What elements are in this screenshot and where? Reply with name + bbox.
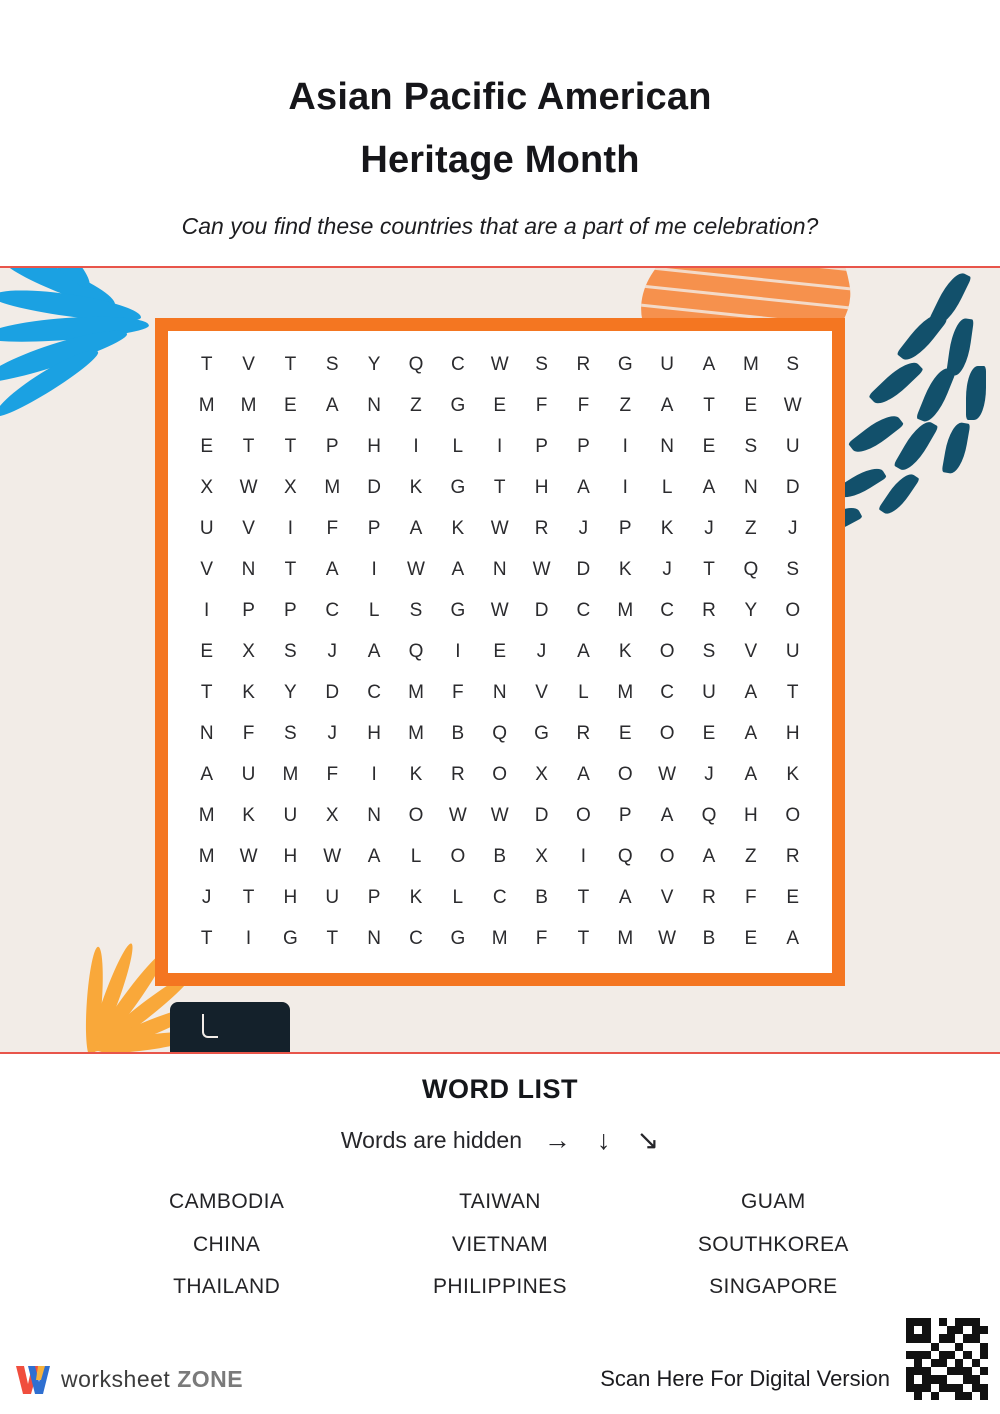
grid-cell[interactable]: I [287, 518, 294, 540]
grid-cell[interactable]: I [371, 559, 378, 581]
grid-cell[interactable]: O [659, 845, 676, 867]
grid-cell[interactable]: T [577, 886, 590, 908]
grid-cell[interactable]: L [368, 600, 380, 622]
grid-cell[interactable]: E [702, 722, 716, 744]
grid-cell[interactable]: E [493, 395, 507, 417]
grid-cell[interactable]: T [703, 559, 716, 581]
grid-cell[interactable]: T [284, 559, 297, 581]
grid-cell[interactable]: Z [619, 395, 632, 417]
grid-cell[interactable]: M [408, 681, 425, 703]
grid-cell[interactable]: A [325, 395, 340, 417]
decorative-band [0, 266, 1000, 1054]
grid-cell[interactable]: V [535, 681, 549, 703]
grid-cell[interactable]: C [325, 600, 340, 622]
scan-text: Scan Here For Digital Version [600, 1366, 890, 1391]
grid-row [186, 754, 814, 795]
grid-cell[interactable]: T [284, 354, 297, 376]
grid-cell[interactable]: T [242, 436, 255, 458]
grid-cell[interactable]: M [742, 354, 760, 376]
grid-cell[interactable]: U [283, 804, 298, 826]
grid-cell[interactable]: K [451, 518, 465, 540]
grid-cell[interactable]: K [242, 681, 256, 703]
grid-cell[interactable]: H [743, 804, 759, 826]
grid-cell[interactable]: P [367, 518, 381, 540]
grid-cell[interactable]: V [242, 518, 256, 540]
grid-cell[interactable]: A [744, 681, 758, 703]
grid-cell[interactable]: A [409, 518, 423, 540]
grid-cell[interactable]: S [702, 641, 716, 662]
grid-cell[interactable]: Q [492, 722, 508, 744]
grid-cell[interactable]: W [658, 763, 677, 785]
grid-cell[interactable]: I [413, 436, 420, 458]
grid-cell[interactable]: H [785, 722, 801, 744]
list-item[interactable]: VIETNAM [451, 1232, 549, 1256]
grid-cell[interactable]: O [785, 600, 801, 622]
grid-cell[interactable]: G [450, 927, 466, 949]
grid-cell[interactable]: A [367, 845, 381, 867]
grid-cell[interactable]: J [327, 722, 338, 744]
arrow-right-icon: → [544, 1125, 571, 1155]
grid-cell[interactable]: M [240, 395, 257, 417]
grid-cell[interactable]: W [490, 354, 510, 376]
grid-row [186, 386, 814, 427]
grid-cell[interactable]: I [622, 477, 629, 499]
grid-cell[interactable]: T [200, 927, 213, 949]
grid-cell[interactable]: Q [701, 804, 717, 826]
list-item[interactable]: TAIWAN [459, 1190, 541, 1213]
grid-cell[interactable]: G [534, 722, 550, 744]
grid-cell[interactable]: U [199, 518, 215, 540]
grid-cell[interactable]: I [497, 436, 503, 458]
list-item[interactable]: THAILAND [173, 1275, 281, 1299]
page-title [0, 0, 1000, 191]
grid-cell[interactable]: F [326, 763, 339, 785]
title-line-1: Asian Pacific American [288, 76, 712, 118]
grid-cell[interactable]: W [490, 804, 510, 826]
grid-cell[interactable]: Q [617, 845, 634, 867]
grid-cell[interactable]: Z [745, 845, 758, 867]
grid-cell[interactable]: D [367, 477, 382, 499]
grid-cell[interactable]: W [532, 559, 552, 581]
grid-cell[interactable]: P [325, 436, 340, 458]
grid-cell[interactable]: T [786, 681, 800, 703]
grid-cell[interactable]: S [409, 600, 423, 622]
grid-cell[interactable]: A [451, 559, 465, 581]
grid-cell[interactable]: N [367, 395, 382, 417]
grid-cell[interactable]: C [660, 600, 675, 622]
grid-cell[interactable]: V [200, 559, 214, 581]
grid-cell[interactable]: I [455, 641, 461, 662]
grid-row [186, 591, 814, 632]
direction-arrows [544, 1125, 659, 1156]
arrow-down-right-icon: ↘ [636, 1125, 660, 1155]
grid-cell[interactable]: S [284, 722, 298, 744]
grid-cell[interactable]: I [580, 845, 587, 867]
grid-row [186, 795, 814, 836]
grid-cell[interactable]: D [534, 804, 549, 826]
grid-cell[interactable]: Q [743, 559, 759, 581]
grid-cell[interactable]: R [702, 600, 717, 622]
grid-cell[interactable]: P [242, 600, 256, 622]
grid-cell[interactable]: S [535, 354, 549, 376]
header [0, 0, 1000, 266]
grid-cell[interactable]: W [658, 927, 677, 949]
grid-cell[interactable]: H [283, 845, 298, 867]
title-line-2: Heritage Month [360, 138, 640, 181]
grid-cell[interactable]: F [577, 395, 590, 417]
grid-cell[interactable]: M [617, 927, 634, 949]
worksheet-zone-logo[interactable] [14, 1362, 243, 1396]
grid-cell[interactable]: F [535, 927, 548, 949]
grid-cell[interactable]: M [408, 722, 425, 744]
grid-cell[interactable]: O [576, 804, 592, 826]
grid-cell[interactable]: Q [408, 641, 424, 662]
grid-cell[interactable]: X [535, 763, 549, 785]
grid-cell[interactable]: A [744, 722, 758, 744]
grid-cell[interactable]: W [448, 804, 468, 826]
grid-cell[interactable]: G [450, 477, 466, 499]
grid-cell[interactable]: A [660, 804, 674, 826]
grid-cell[interactable]: G [617, 354, 634, 376]
list-item[interactable]: SOUTHKOREA [697, 1232, 849, 1256]
grid-cell[interactable]: I [245, 927, 252, 949]
grid-cell[interactable]: M [491, 927, 509, 949]
grid-cell[interactable]: F [452, 681, 465, 703]
grid-cell[interactable]: F [745, 886, 758, 908]
grid-cell[interactable]: S [786, 559, 800, 581]
grid-cell[interactable]: G [283, 927, 299, 949]
grid-cell[interactable]: X [200, 477, 214, 499]
grid-cell[interactable]: J [704, 518, 715, 540]
grid-cell[interactable]: L [410, 845, 422, 867]
grid-cell[interactable]: F [326, 518, 339, 540]
grid-cell[interactable]: Y [284, 681, 298, 703]
grid-cell[interactable]: W [239, 477, 258, 499]
grid-cell[interactable]: Y [744, 600, 758, 622]
grid-cell[interactable]: U [660, 354, 675, 376]
grid-cell[interactable]: E [618, 722, 633, 744]
grid-cell[interactable]: C [492, 886, 508, 908]
logo-text-light: worksheet [61, 1365, 171, 1392]
list-item[interactable]: PHILIPPINES [433, 1275, 567, 1299]
grid-cell[interactable]: M [198, 845, 216, 867]
grid-cell[interactable]: E [702, 436, 716, 458]
grid-cell[interactable]: W [407, 559, 426, 581]
grid-row [186, 509, 814, 550]
list-item[interactable]: CHINA [192, 1232, 261, 1256]
grid-cell[interactable]: F [242, 722, 255, 744]
word-list-heading: WORD LIST [422, 1074, 578, 1104]
grid-cell[interactable]: J [662, 559, 673, 581]
grid-row [186, 713, 814, 754]
grid-cell[interactable]: P [618, 804, 633, 826]
grid-cell[interactable]: H [367, 722, 382, 744]
grid-cell[interactable]: A [744, 763, 758, 785]
grid-cell[interactable]: G [450, 600, 466, 622]
list-item[interactable]: SINGAPORE [709, 1275, 838, 1299]
footer [0, 1304, 1000, 1414]
grid-cell[interactable]: N [492, 559, 508, 581]
grid-cell[interactable]: P [577, 436, 591, 458]
grid-cell[interactable]: V [242, 354, 256, 376]
grid-cell[interactable]: Y [367, 354, 381, 376]
grid-cell[interactable]: R [702, 886, 717, 908]
grid-cell[interactable]: A [660, 395, 674, 417]
grid-cell[interactable]: E [200, 436, 214, 458]
grid-cell[interactable]: T [703, 395, 716, 417]
grid-cell[interactable]: C [576, 600, 591, 622]
grid-cell[interactable]: A [325, 559, 340, 581]
grid-cell[interactable]: O [659, 641, 676, 662]
grid-cell[interactable]: A [702, 477, 716, 499]
grid-cell[interactable]: H [367, 436, 382, 458]
grid-cell[interactable]: A [577, 763, 591, 785]
grid-cell[interactable]: L [452, 436, 464, 458]
grid-cell[interactable]: J [201, 886, 212, 908]
grid-cell[interactable]: A [702, 845, 716, 867]
grid-cell[interactable]: O [659, 722, 676, 744]
grid-cell[interactable]: N [367, 927, 382, 949]
grid-cell[interactable]: A [200, 763, 214, 785]
grid-cell[interactable]: J [327, 641, 338, 662]
grid-row [186, 836, 814, 877]
grid-cell[interactable]: O [785, 804, 801, 826]
word-search-grid[interactable] [155, 318, 845, 986]
grid-cell[interactable]: R [576, 722, 591, 744]
grid-cell[interactable]: T [200, 354, 213, 376]
grid-cell[interactable]: L [452, 886, 464, 908]
grid-cell[interactable]: W [490, 518, 510, 540]
grid-cell[interactable]: T [242, 886, 255, 908]
grid-cell[interactable]: Z [410, 395, 423, 417]
hidden-label: Words are hidden [340, 1127, 522, 1153]
grid-cell[interactable]: V [660, 886, 674, 908]
grid-cell[interactable]: A [577, 477, 591, 499]
grid-cell[interactable]: K [409, 477, 423, 499]
grid-cell[interactable]: J [536, 641, 547, 662]
grid-row [186, 918, 814, 959]
grid-cell[interactable]: E [493, 641, 507, 662]
grid-cell[interactable]: I [622, 436, 629, 458]
logo-text-bold: ZONE [177, 1365, 244, 1392]
grid-cell[interactable]: J [787, 518, 798, 540]
grid-cell[interactable]: S [786, 354, 800, 376]
list-item[interactable]: CAMBODIA [169, 1190, 285, 1213]
grid-cell[interactable]: W [783, 395, 803, 417]
grid-cell[interactable]: H [534, 477, 549, 499]
grid-cell[interactable]: R [534, 518, 549, 540]
grid-cell[interactable]: C [450, 354, 466, 376]
plant-pot-decoration [170, 1002, 290, 1052]
grid-cell[interactable]: I [204, 600, 210, 622]
grid-cell[interactable]: K [409, 886, 423, 908]
grid-cell[interactable]: O [408, 804, 424, 826]
grid-cell[interactable]: N [660, 436, 675, 458]
grid-cell[interactable]: A [618, 886, 633, 908]
grid-row [186, 427, 814, 468]
grid-cell[interactable]: K [618, 641, 633, 662]
grid-cell[interactable]: A [786, 927, 800, 949]
grid-cell[interactable]: X [325, 804, 340, 826]
grid-cell[interactable]: I [371, 763, 378, 785]
grid-cell[interactable]: L [661, 477, 673, 499]
grid-cell[interactable]: K [660, 518, 674, 540]
grid-cell[interactable]: K [409, 763, 423, 785]
grid-cell[interactable]: N [492, 681, 508, 703]
grid-cell[interactable]: C [367, 681, 382, 703]
grid-cell[interactable]: A [702, 354, 716, 376]
grid-cell[interactable]: R [785, 845, 801, 867]
grid-cell[interactable]: N [241, 559, 256, 581]
list-item[interactable]: GUAM [741, 1190, 806, 1213]
grid-cell[interactable]: R [576, 354, 591, 376]
grid-cell[interactable]: D [534, 600, 549, 622]
grid-cell[interactable]: E [744, 927, 758, 949]
grid-cell[interactable]: B [535, 886, 549, 908]
grid-cell[interactable]: S [325, 354, 340, 376]
logo-mark-icon [14, 1362, 52, 1396]
grid-row [186, 550, 814, 591]
grid-cell[interactable]: D [785, 477, 801, 499]
logo-text [61, 1366, 243, 1393]
grid-row [186, 468, 814, 509]
grid-cell[interactable]: P [367, 886, 381, 908]
grid-cell[interactable]: O [450, 845, 466, 867]
grid-cell[interactable]: R [450, 763, 466, 785]
grid-cell[interactable]: T [200, 681, 213, 703]
grid-cell[interactable]: N [743, 477, 759, 499]
grid-row [186, 632, 814, 673]
grid-cell[interactable]: M [617, 600, 634, 622]
grid-cell[interactable]: Z [745, 518, 758, 540]
grid-cell[interactable]: J [578, 518, 589, 540]
grid-cell[interactable]: L [578, 681, 590, 703]
grid-cell[interactable]: U [241, 763, 256, 785]
grid-cell[interactable]: E [744, 395, 758, 417]
grid-cell[interactable]: B [493, 845, 507, 867]
grid-cell[interactable]: X [284, 477, 298, 499]
grid-cell[interactable]: X [535, 845, 549, 867]
grid-cell[interactable]: O [492, 763, 508, 785]
grid-cell[interactable]: P [535, 436, 549, 458]
grid-cell[interactable]: O [617, 763, 634, 785]
grid-cell[interactable]: X [242, 641, 256, 662]
grid-cell[interactable]: C [660, 681, 675, 703]
grid-cell[interactable]: Q [408, 354, 424, 376]
grid-cell[interactable]: T [284, 436, 297, 458]
grid-cell[interactable]: P [618, 518, 633, 540]
grid-cell[interactable]: U [785, 436, 801, 458]
grid-row [186, 345, 814, 386]
grid-cell[interactable]: T [326, 927, 339, 949]
arrow-down-icon: ↓ [597, 1125, 611, 1155]
grid-cell[interactable]: D [576, 559, 591, 581]
grid-row [186, 672, 814, 713]
grid-cell[interactable]: U [325, 886, 340, 908]
word-list [0, 1186, 1000, 1304]
grid-cell[interactable]: U [702, 681, 717, 703]
grid-cell[interactable]: W [239, 845, 258, 867]
grid-cell[interactable]: A [577, 641, 591, 662]
grid-cell[interactable]: M [198, 804, 216, 826]
grid-cell[interactable]: S [284, 641, 298, 662]
grid-cell[interactable]: T [577, 927, 590, 949]
grid-cell[interactable]: W [323, 845, 342, 867]
grid-cell[interactable]: F [535, 395, 548, 417]
grid-cell[interactable]: T [493, 477, 506, 499]
grid-cell[interactable]: S [744, 436, 758, 458]
grid-cell[interactable]: U [785, 641, 801, 662]
grid-cell[interactable]: M [198, 395, 216, 417]
grid-cell[interactable]: P [284, 600, 298, 622]
grid-cell[interactable]: N [199, 722, 215, 744]
grid-cell[interactable]: E [284, 395, 298, 417]
grid-cell[interactable]: B [451, 722, 465, 744]
grid-cell[interactable]: A [367, 641, 381, 662]
qr-code[interactable] [906, 1318, 988, 1400]
grid-cell[interactable]: M [324, 477, 341, 499]
grid-cell[interactable]: V [744, 641, 758, 662]
grid-cell[interactable]: D [325, 681, 340, 703]
grid-cell[interactable]: M [282, 763, 299, 785]
grid-cell[interactable]: K [786, 763, 800, 785]
grid-row [186, 877, 814, 918]
grid-cell[interactable]: W [490, 600, 510, 622]
grid-cell[interactable]: K [242, 804, 256, 826]
grid-cell[interactable]: H [283, 886, 298, 908]
hidden-directions-note [0, 1105, 1000, 1156]
page-subtitle: Can you find these countries that are a part of me celebration? [181, 213, 819, 240]
grid-cell[interactable]: G [450, 395, 466, 417]
grid-rows [168, 331, 832, 973]
word-list-section [0, 1052, 1000, 1304]
grid-cell[interactable]: E [200, 641, 214, 662]
grid-cell[interactable]: M [617, 681, 634, 703]
grid-cell[interactable]: C [409, 927, 424, 949]
grid-cell[interactable]: J [704, 763, 715, 785]
grid-cell[interactable]: B [702, 927, 716, 949]
grid-cell[interactable]: N [367, 804, 382, 826]
grid-cell[interactable]: K [618, 559, 633, 581]
grid-cell[interactable]: E [786, 886, 800, 908]
